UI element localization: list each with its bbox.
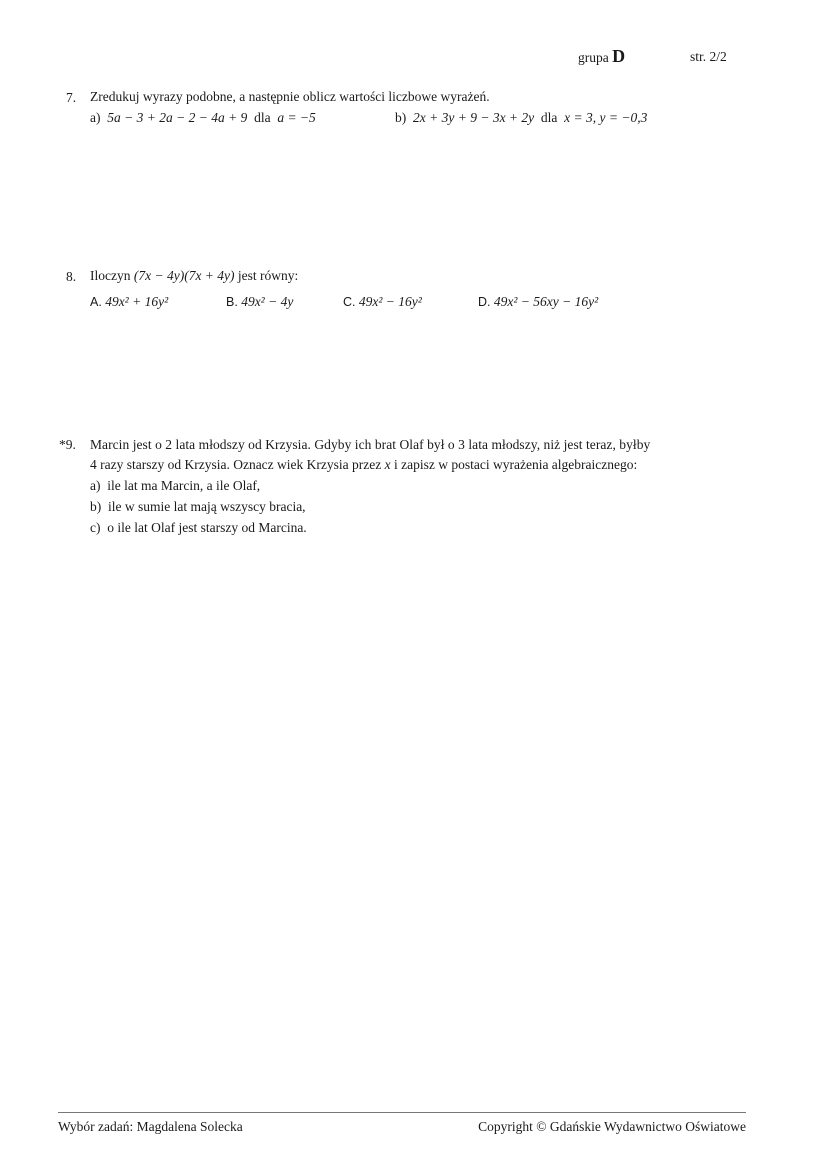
part-text: ile lat ma Marcin, a ile Olaf, xyxy=(107,478,261,493)
task-9-part-c xyxy=(90,520,307,536)
task-8-text xyxy=(90,268,298,284)
group-label xyxy=(578,46,625,67)
variable: x xyxy=(384,457,391,472)
footer-divider xyxy=(58,1112,746,1113)
expression: (7x − 4y)(7x + 4y) xyxy=(133,268,235,283)
task-9-part-b xyxy=(90,499,306,515)
task-9-part-a xyxy=(90,478,260,494)
condition-word: dla xyxy=(254,110,271,125)
footer-copyright: Copyright © Gdańskie Wydawnictwo Oświatowe xyxy=(478,1119,746,1134)
option-c xyxy=(343,294,422,310)
text: i zapisz w postaci wyrażenia algebraicznego: xyxy=(394,457,638,472)
part-label: a) xyxy=(90,478,101,493)
part-label: c) xyxy=(90,520,101,535)
option-label: B. xyxy=(226,295,238,309)
task-7-number: 7. xyxy=(66,90,77,105)
part-text: o ile lat Olaf jest starszy od Marcina. xyxy=(107,520,307,535)
text: 4 razy starszy od Krzysia. Oznacz wiek Krzysia przez xyxy=(90,457,382,472)
option-value: 49x² − 4y xyxy=(241,294,294,309)
option-value: 49x² − 56xy − 16y² xyxy=(493,294,599,309)
page-number: str. 2/2 xyxy=(690,49,727,64)
part-label: a) xyxy=(90,110,101,125)
option-value: 49x² − 16y² xyxy=(358,294,422,309)
text: Iloczyn xyxy=(90,268,131,283)
task-7-text: Zredukuj wyrazy podobne, a następnie oblicz wartości liczbowe wyrażeń. xyxy=(90,89,490,104)
task-8-number: 8. xyxy=(66,269,77,284)
condition-word: dla xyxy=(540,110,558,125)
option-label: C. xyxy=(343,295,356,309)
task-7-part-a xyxy=(90,110,316,126)
option-label: D. xyxy=(478,295,491,309)
option-label: A. xyxy=(90,295,102,309)
part-label: b) xyxy=(395,110,407,125)
option-d xyxy=(478,294,598,310)
expression: 2x + 3y + 9 − 3x + 2y xyxy=(413,110,535,125)
option-a xyxy=(90,294,168,310)
part-label: b) xyxy=(90,499,102,514)
option-b xyxy=(226,294,293,310)
group-letter: D xyxy=(612,46,626,66)
task-9-line-1: Marcin jest o 2 lata młodszy od Krzysia. Gdyby ich brat Olaf był o 3 lata młodszy, niż jest teraz, byłby xyxy=(90,437,651,452)
part-text: ile w sumie lat mają wszyscy bracia, xyxy=(108,499,306,514)
condition: x = 3, y = −0,3 xyxy=(564,110,648,125)
task-9-line-2 xyxy=(90,457,637,473)
condition: a = −5 xyxy=(277,110,316,125)
text: jest równy: xyxy=(237,268,299,283)
expression: 5a − 3 + 2a − 2 − 4a + 9 xyxy=(107,110,248,125)
option-value: 49x² + 16y² xyxy=(105,294,169,309)
task-9-number: *9. xyxy=(59,437,76,452)
footer-author: Wybór zadań: Magdalena Solecka xyxy=(58,1119,243,1134)
task-7-part-b xyxy=(395,110,647,126)
group-word: grupa xyxy=(578,50,609,65)
